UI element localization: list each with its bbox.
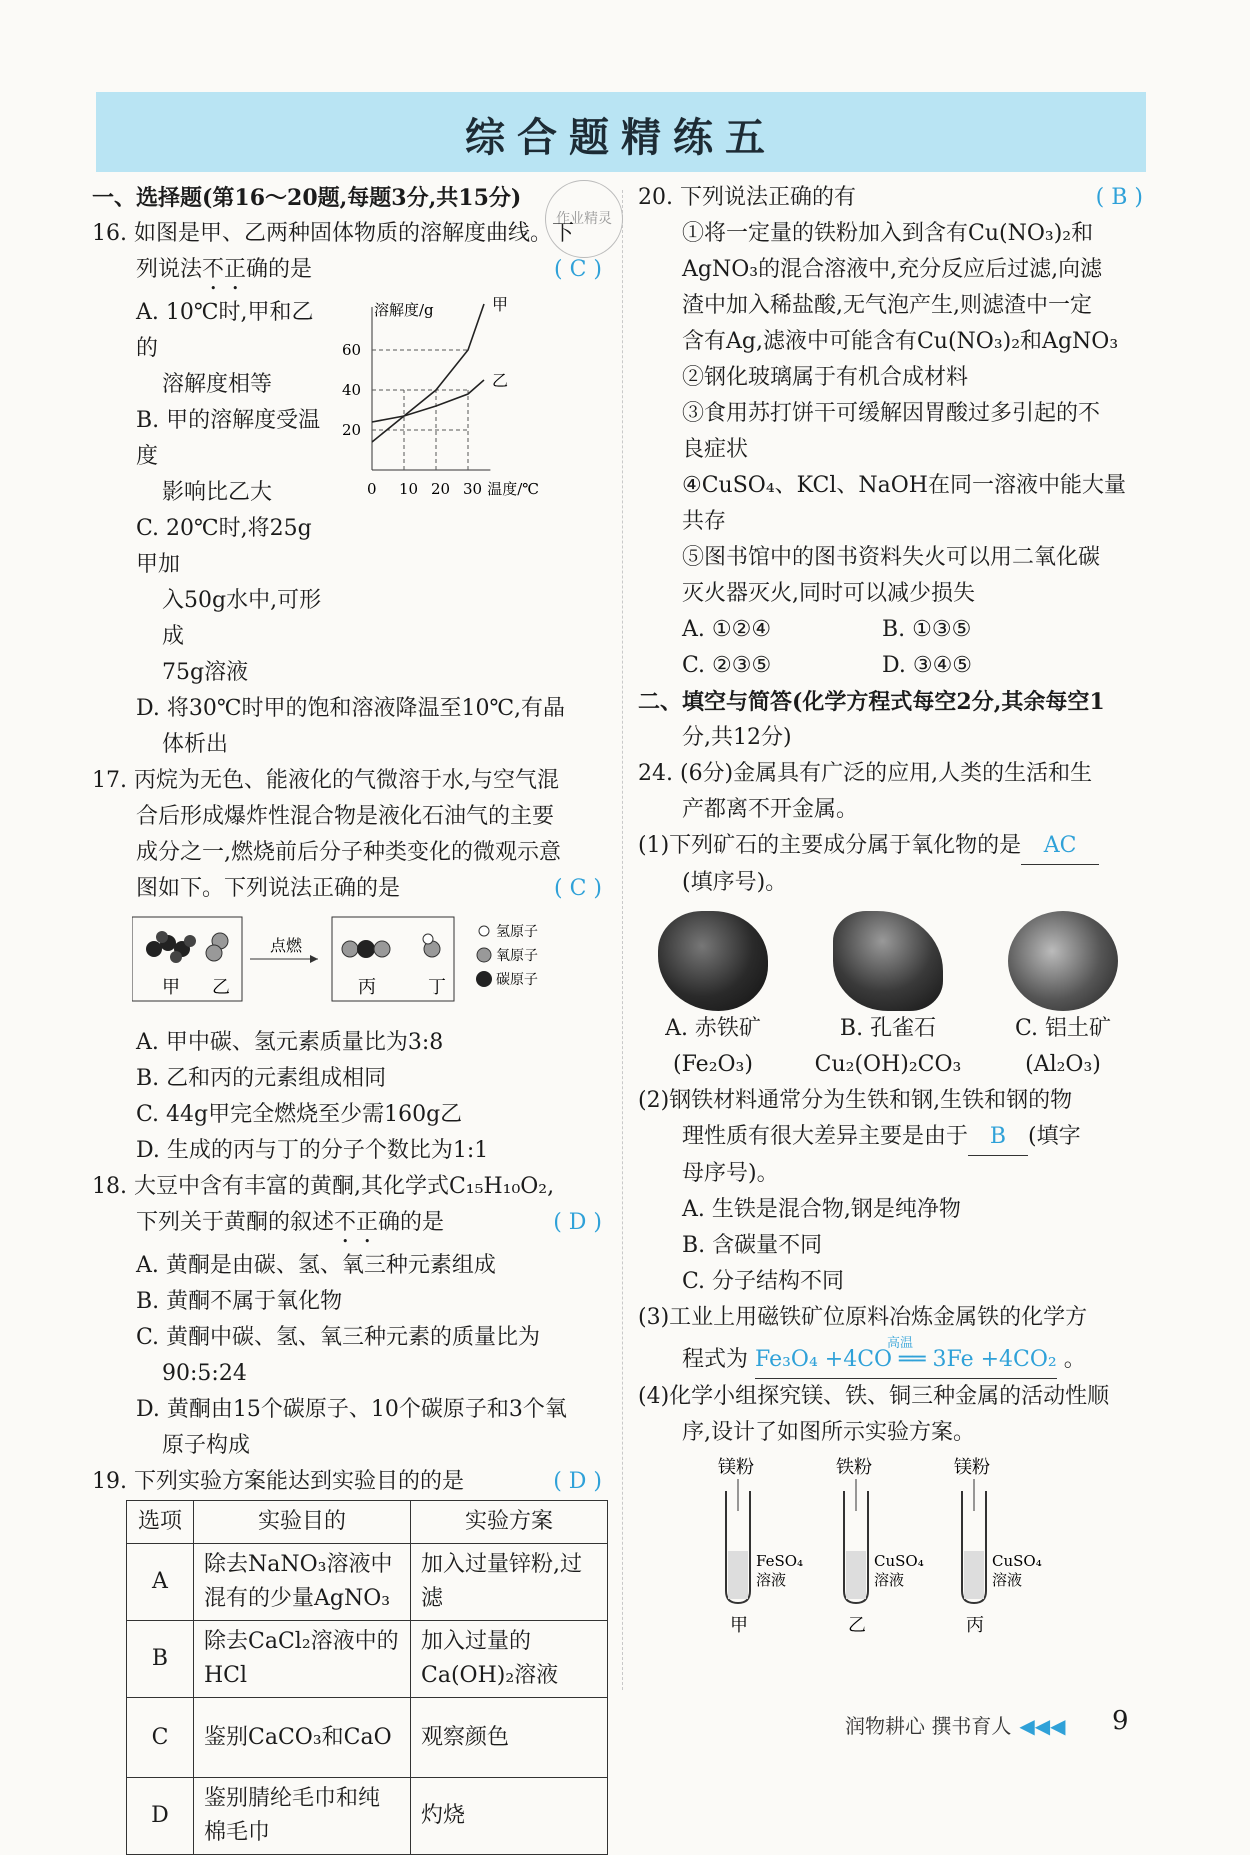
bauxite-image [1008, 911, 1118, 1011]
row-plan: 灼烧 [411, 1778, 608, 1855]
q18-option-d-cont: 原子构成 [162, 1433, 251, 1458]
q16-stem-line2 [92, 252, 612, 295]
row-plan: 加入过量的Ca(OH)₂溶液 [411, 1621, 608, 1698]
q16-option-c-cont: 入50g水中,可形成 [162, 588, 322, 649]
tube-label: 乙 [848, 1615, 866, 1636]
mineral-hematite [638, 911, 788, 1083]
tube-solution-name: FeSO₄ [756, 1552, 804, 1570]
footer-slogan: 润物耕心 撰书育人 [845, 1714, 1012, 1738]
tube-reagent: 镁粉 [954, 1457, 990, 1478]
q16-stem-pre: 列说法 [136, 257, 203, 282]
q17-stem-line3: 成分之一,燃烧前后分子种类变化的微观示意 [136, 840, 561, 865]
tube-solution-name: CuSO₄ [992, 1552, 1042, 1570]
oxygen-molecule [206, 933, 228, 961]
q18-answer: ( D ) [553, 1210, 602, 1235]
q24-part2: (2)钢铁材料通常分为生铁和钢,生铁和钢的物 [638, 1088, 1073, 1113]
q24-stem: 24. (6分)金属具有广泛的应用,人类的生活和生 [638, 761, 1093, 786]
q17-stem-line2: 合后形成爆炸性混合物是液化石油气的主要 [136, 804, 555, 829]
q16-answer: ( C ) [554, 257, 602, 282]
label-bing: 丙 [358, 977, 376, 998]
q17-option-a: A. 甲中碳、氢元素质量比为3:8 [136, 1030, 444, 1055]
hematite-image [658, 911, 768, 1011]
row-label: D [127, 1778, 194, 1855]
table-header [127, 1501, 608, 1544]
q16-option-b-cont: 影响比乙大 [162, 480, 273, 505]
mineral-formula: Cu₂(OH)₂CO₃ [814, 1052, 962, 1077]
q18-option-c: C. 黄酮中碳、氢、氧三种元素的质量比为 [136, 1325, 541, 1350]
q20-statement-1-cont2: 渣中加入稀盐酸,无气泡产生,则滤渣中一定 [682, 293, 1092, 318]
mineral-bauxite [988, 911, 1138, 1083]
q16-option-d-cont: 体析出 [162, 732, 229, 757]
table-row [127, 1778, 608, 1855]
legend-oxygen: 氧原子 [496, 948, 538, 964]
q20-statement-1-cont: AgNO₃的混合溶液中,充分反应后过滤,向滤 [682, 257, 1103, 282]
q24-part1-text: (1)下列矿石的主要成分属于氧化物的是 [638, 833, 1022, 858]
q20-statement-5-cont: 灭火器灭火,同时可以减少损失 [682, 581, 975, 606]
row-purpose: 除去CaCl₂溶液中的HCl [194, 1621, 411, 1698]
page-title: 综合题精练五 [465, 114, 777, 161]
q24-part2-option-c: C. 分子结构不同 [682, 1269, 845, 1294]
table-row [127, 1621, 608, 1698]
legend-hydrogen-icon [479, 926, 489, 936]
q20-statement-4-cont: 共存 [682, 509, 727, 534]
series-label: 乙 [492, 371, 509, 390]
q19-stem: 19. 下列实验方案能达到实验目的的是 [92, 1469, 464, 1494]
q17-option-b: B. 乙和丙的元素组成相同 [136, 1066, 387, 1091]
q16-body [92, 295, 612, 691]
legend-hydrogen: 氢原子 [496, 924, 538, 940]
q20-options-row2 [638, 648, 1153, 684]
tube-solution-name2: 溶液 [874, 1571, 905, 1589]
q16-option-a: A. 10℃时,甲和乙的 [136, 300, 314, 361]
question-18 [92, 1169, 612, 1464]
q19-stem-line [92, 1464, 612, 1500]
q20-statement-3-cont: 良症状 [682, 437, 749, 462]
table-row [127, 1698, 608, 1778]
q20-options-row1 [638, 612, 1153, 648]
q24-part1 [638, 828, 1153, 865]
q18-stem-line2 [92, 1205, 612, 1248]
tube-solution-name2: 溶液 [756, 1571, 787, 1589]
q18-option-a: A. 黄酮是由碳、氢、氧三种元素组成 [136, 1253, 496, 1278]
malachite-image [833, 911, 943, 1011]
label-ding: 丁 [428, 977, 446, 998]
reaction-condition: 高温 [887, 1336, 914, 1351]
series-label: 甲 [492, 295, 509, 314]
mineral-name: A. 赤铁矿 [665, 1016, 761, 1041]
tube-bing [954, 1457, 1042, 1636]
question-19 [92, 1464, 612, 1855]
q16-stem: 16. 如图是甲、乙两种固体物质的溶解度曲线。下 [92, 221, 574, 246]
q20-answer: ( B ) [1095, 185, 1143, 210]
y-axis-label: 溶解度/g [374, 301, 434, 319]
tube-solution-name2: 溶液 [992, 1571, 1023, 1589]
q20-statement-1-cont3: 含有Ag,滤液中可能含有Cu(NO₃)₂和AgNO₃ [682, 329, 1119, 354]
back-arrows-icon: ◀◀◀ [1019, 1714, 1066, 1738]
legend-oxygen-icon [477, 948, 491, 962]
title-banner [96, 92, 1146, 172]
q18-stem-post: 确的是 [378, 1210, 445, 1235]
tube-label: 丙 [966, 1615, 984, 1636]
co2-molecule [342, 940, 390, 958]
question-24 [638, 756, 1153, 1653]
page-number: 9 [1112, 1706, 1129, 1736]
x-tick-label: 30 [463, 480, 483, 498]
q20-statement-4: ④CuSO₄、KCl、NaOH在同一溶液中能大量 [682, 473, 1126, 498]
q24-part2-text2: (填字 [1028, 1124, 1081, 1149]
tube-jia [718, 1457, 803, 1636]
x-tick-label: 10 [399, 480, 419, 498]
series-line-1 [372, 304, 484, 442]
arrow-head [310, 955, 318, 963]
section2-heading: 二、填空与简答(化学方程式每空2分,其余每空1 [638, 689, 1105, 715]
tube-solution [964, 1551, 984, 1599]
q20-option-c: C. ②③⑤ [682, 653, 772, 678]
q17-option-d: D. 生成的丙与丁的分子个数比为1:1 [136, 1138, 489, 1163]
section-heading: 一、选择题(第16～20题,每题3分,共15分) [92, 185, 522, 211]
q24-part3-text: 程式为 [682, 1347, 749, 1372]
q20-option-d: D. ③④⑤ [882, 653, 973, 678]
x-tick-label: 20 [431, 480, 451, 498]
q24-part2-option-a: A. 生铁是混合物,钢是纯净物 [682, 1197, 961, 1222]
q20-statement-3: ③食用苏打饼干可缓解因胃酸过多引起的不 [682, 401, 1101, 426]
q20-statement-1: ①将一定量的铁粉加入到含有Cu(NO₃)₂和 [682, 221, 1094, 246]
water-molecule [423, 934, 440, 957]
arrow-condition: 点燃 [270, 936, 303, 955]
left-column [92, 180, 612, 1855]
q24-part3-end: 。 [1063, 1347, 1086, 1372]
q24-part4-cont: 序,设计了如图所示实验方案。 [682, 1420, 975, 1445]
mineral-formula: (Al₂O₃) [1025, 1052, 1101, 1077]
q17-stem-line4 [92, 871, 612, 907]
mineral-malachite [813, 911, 963, 1083]
q20-statement-5: ⑤图书馆中的图书资料失火可以用二氧化碳 [682, 545, 1101, 570]
question-16 [92, 216, 612, 763]
y-tick-label: 40 [342, 381, 362, 399]
q16-stem-post: 确的是 [246, 257, 313, 282]
q24-part3-answer: Fe₃O₄ +4CO ══ 3Fe +4CO₂ [755, 1347, 1057, 1372]
q24-part2-option-b: B. 含碳量不同 [682, 1233, 823, 1258]
q18-option-c-cont: 90:5:24 [162, 1361, 247, 1386]
tube-solution [846, 1551, 866, 1599]
q20-stem: 20. 下列说法正确的有 [638, 185, 856, 210]
q24-part3: (3)工业上用磁铁矿位原料冶炼金属铁的化学方 [638, 1305, 1088, 1330]
q18-emphasis: 不正 [334, 1210, 379, 1235]
col-purpose: 实验目的 [194, 1501, 411, 1544]
row-purpose: 鉴别CaCO₃和CaO [194, 1698, 411, 1778]
tube-solution [728, 1551, 748, 1599]
mineral-formula: (Fe₂O₃) [673, 1052, 753, 1077]
q24-stem-cont: 产都离不开金属。 [682, 797, 859, 822]
table-row [127, 1544, 608, 1621]
row-label: B [127, 1621, 194, 1698]
q18-stem-pre: 下列关于黄酮的叙述 [136, 1210, 335, 1235]
label-jia: 甲 [162, 977, 180, 998]
q18-stem-line2-text [136, 1205, 444, 1248]
q16-option-a-cont: 溶解度相等 [162, 372, 273, 397]
reaction-diagram [132, 913, 652, 1013]
solubility-chart [332, 295, 552, 510]
row-label: C [127, 1698, 194, 1778]
x-tick-label: 0 [367, 480, 377, 498]
series-line-2 [372, 380, 484, 422]
mineral-name: C. 铝土矿 [1014, 1016, 1112, 1041]
tube-solution-name: CuSO₄ [874, 1552, 924, 1570]
q16-option-d: D. 将30℃时甲的饱和溶液降温至10℃,有晶 [136, 696, 566, 721]
q18-stem: 18. 大豆中含有丰富的黄酮,其化学式C₁₅H₁₀O₂, [92, 1174, 555, 1199]
q24-part3-cont [638, 1336, 1153, 1379]
row-purpose: 鉴别腈纶毛巾和纯棉毛巾 [194, 1778, 411, 1855]
test-tube-diagram [718, 1451, 1138, 1641]
tube-reagent: 镁粉 [718, 1457, 754, 1478]
q18-option-d: D. 黄酮由15个碳原子、10个碳原子和3个氧 [136, 1397, 567, 1422]
question-20 [638, 180, 1153, 684]
q16-option-c: C. 20℃时,将25g甲加 [136, 516, 312, 577]
experiment-table [126, 1500, 608, 1855]
q24-part2-cont [638, 1119, 1153, 1156]
legend-carbon: 碳原子 [496, 972, 538, 988]
right-column [638, 180, 1153, 1653]
x-axis-label: 温度/℃ [487, 480, 540, 498]
q20-stem-line [638, 180, 1153, 216]
q24-part3-answer-box [755, 1336, 1057, 1379]
q19-answer: ( D ) [553, 1469, 602, 1494]
q16-option-b: B. 甲的溶解度受温度 [136, 408, 321, 469]
q24-part4: (4)化学小组探究镁、铁、铜三种金属的活动性顺 [638, 1384, 1110, 1409]
col-plan: 实验方案 [411, 1501, 608, 1544]
q17-stem: 17. 丙烷为无色、能液化的气微溶于水,与空气混 [92, 768, 559, 793]
q24-part2-text: 理性质有很大差异主要是由于 [682, 1124, 969, 1149]
y-tick-label: 20 [342, 421, 362, 439]
row-purpose: 除去NaNO₃溶液中混有的少量AgNO₃ [194, 1544, 411, 1621]
q18-option-b: B. 黄酮不属于氧化物 [136, 1289, 343, 1314]
propane-molecule [146, 931, 196, 963]
question-17 [92, 763, 612, 1169]
q24-part1-answer: AC [1021, 828, 1099, 865]
q24-part2-cont2: 母序号)。 [682, 1161, 779, 1186]
q17-option-c: C. 44g甲完全燃烧至少需160g乙 [136, 1102, 463, 1127]
q16-emphasis: 不正 [202, 257, 247, 282]
q20-statement-2: ②钢化玻璃属于有机合成材料 [682, 365, 969, 390]
col-option: 选项 [127, 1501, 194, 1544]
mineral-images [638, 911, 1138, 1083]
mineral-name: B. 孔雀石 [839, 1016, 937, 1041]
q17-stem-text: 图如下。下列说法正确的是 [136, 876, 401, 901]
section2-heading-cont: 分,共12分) [682, 725, 792, 750]
q20-option-b: B. ①③⑤ [882, 617, 972, 642]
footer [845, 1710, 1074, 1739]
tube-reagent: 铁粉 [836, 1457, 872, 1478]
q20-option-a: A. ①②④ [682, 617, 772, 642]
y-tick-label: 60 [342, 341, 362, 359]
row-plan: 加入过量锌粉,过滤 [411, 1544, 608, 1621]
label-yi: 乙 [212, 977, 230, 998]
q16-option-c-cont2: 75g溶液 [162, 660, 249, 685]
q16-options [92, 295, 332, 691]
q16-stem-line2-text [136, 252, 312, 295]
row-plan: 观察颜色 [411, 1698, 608, 1778]
q17-answer: ( C ) [554, 876, 602, 901]
legend-carbon-icon [476, 971, 492, 987]
q24-part1-cont: (填序号)。 [682, 870, 788, 895]
q24-part2-answer: B [968, 1119, 1028, 1156]
watermark-seal: 作业精灵 [545, 180, 623, 258]
tube-label: 甲 [730, 1615, 748, 1636]
row-label: A [127, 1544, 194, 1621]
tube-yi [836, 1457, 924, 1636]
